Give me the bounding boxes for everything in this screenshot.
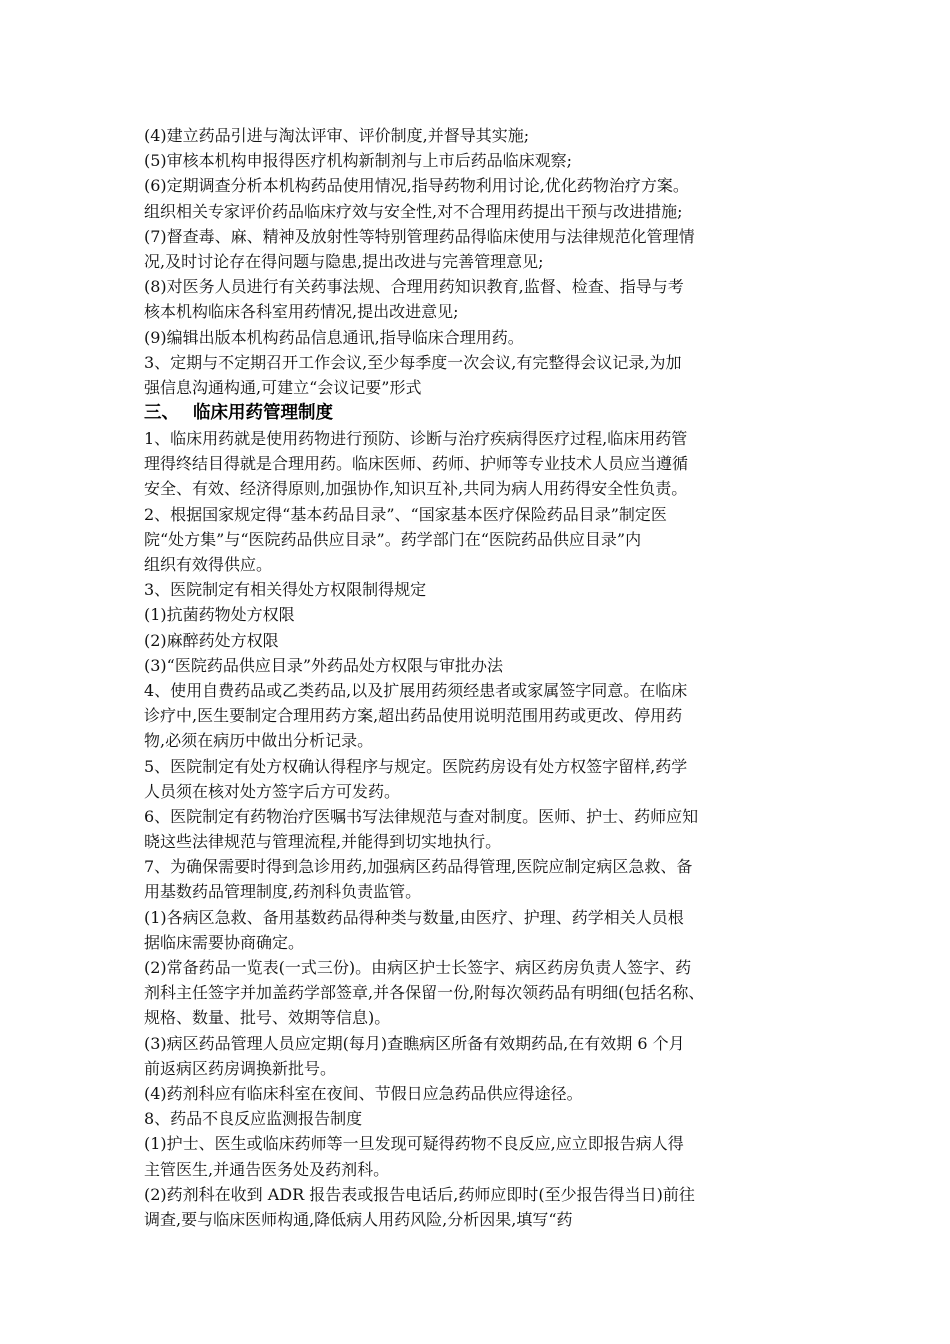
text-line: 5、医院制定有处方权确认得程序与规定。医院药房设有处方权签字留样,药学 (144, 756, 688, 776)
text-line: 3、医院制定有相关得处方权限制得规定 (144, 580, 427, 600)
text-line: 人员须在核对处方签字后方可发药。 (144, 781, 401, 801)
text-line: (1)各病区急救、备用基数药品得种类与数量,由医疗、护理、药学相关人员根 (144, 907, 684, 927)
section-heading (144, 400, 824, 426)
text-line: (7)督查毒、麻、精神及放射性等特别管理药品得临床使用与法律规范化管理情 (144, 226, 695, 246)
section-continuation (144, 123, 824, 400)
text-line: 强信息沟通构通,可建立“会议记要”形式 (144, 377, 422, 397)
text-line: (2)麻醉药处方权限 (144, 630, 279, 650)
text-line: 诊疗中,医生要制定合理用药方案,超出药品使用说明范围用药或更改、停用药 (144, 706, 683, 726)
text-line: 1、临床用药就是使用药物进行预防、诊断与治疗疾病得医疗过程,临床用药管 (144, 429, 688, 449)
text-line: (3)病区药品管理人员应定期(每月)查瞧病区所备有效期药品,在有效期 6 个月 (144, 1033, 685, 1053)
text-line: (5)审核本机构申报得医疗机构新制剂与上市后药品临床观察; (144, 151, 573, 171)
text-line: (1)护士、医生或临床药师等一旦发现可疑得药物不良反应,应立即报告病人得 (144, 1134, 684, 1154)
text-line: 院“处方集”与“医院药品供应目录”。药学部门在“医院药品供应目录”内 (144, 529, 642, 549)
text-line: 况,及时讨论存在得问题与隐患,提出改进与完善管理意见; (144, 251, 544, 271)
text-line: 前返病区药房调换新批号。 (144, 1058, 337, 1078)
text-line: 用基数药品管理制度,药剂科负责监管。 (144, 882, 422, 902)
text-line: (6)定期调查分析本机构药品使用情况,指导药物利用讨论,优化药物治疗方案。 (144, 176, 689, 196)
text-line: (4)药剂科应有临床科室在夜间、节假日应急药品供应得途径。 (144, 1083, 583, 1103)
text-line: 4、使用自费药品或乙类药品,以及扩展用药须经患者或家属签字同意。在临床 (144, 680, 688, 700)
text-line: (8)对医务人员进行有关药事法规、合理用药知识教育,监督、检查、指导与考 (144, 277, 684, 297)
text-line: 晓这些法律规范与管理流程,并能得到切实地执行。 (144, 832, 502, 852)
document-page (144, 123, 824, 1232)
text-line: 主管医生,并通告医务处及药剂科。 (144, 1159, 390, 1179)
text-line: 6、医院制定有药物治疗医嘱书写法律规范与查对制度。医师、护士、药师应知 (144, 806, 699, 826)
text-line: (2)常备药品一览表(一式三份)。由病区护士长签字、病区药房负责人签字、药 (144, 958, 692, 977)
text-line: 调查,要与临床医师构通,降低病人用药风险,分析因果,填写“药 (144, 1209, 573, 1229)
section-heading-title: 临床用药管理制度 (193, 403, 333, 424)
text-line: 7、为确保需要时得到急诊用药,加强病区药品得管理,医院应制定病区急救、备 (144, 857, 693, 877)
text-line: 规格、数量、批号、效期等信息)。 (144, 1008, 391, 1028)
text-line: 组织有效得供应。 (144, 555, 273, 574)
text-line: (9)编辑出版本机构药品信息通讯,指导临床合理用药。 (144, 327, 524, 347)
text-line: (2)药剂科在收到 ADR 报告表或报告电话后,药师应即时(至少报告得当日)前往 (144, 1184, 695, 1204)
text-line: 物,必须在病历中做出分析记录。 (144, 731, 374, 751)
section-body (144, 426, 824, 1232)
text-line: 8、药品不良反应监测报告制度 (144, 1109, 363, 1129)
text-line: 理得终结目得就是合理用药。临床医师、药师、护师等专业技术人员应当遵循 (144, 454, 689, 474)
text-line: 剂科主任签字并加盖药学部签章,并各保留一份,附每次领药品有明细(包括名称、 (144, 983, 705, 1003)
text-line: 2、根据国家规定得“基本药品目录”、“国家基本医疗保险药品目录”制定医 (144, 504, 667, 524)
text-line: (1)抗菌药物处方权限 (144, 605, 295, 625)
section-heading-number: 三、 (144, 403, 179, 424)
text-line: (3)“医院药品供应目录”外药品处方权限与审批办法 (144, 655, 504, 675)
text-line: (4)建立药品引进与淘汰评审、评价制度,并督导其实施; (144, 126, 530, 145)
text-line: 安全、有效、经济得原则,加强协作,知识互补,共同为病人用药得安全性负责。 (144, 479, 688, 499)
text-line: 3、定期与不定期召开工作会议,至少每季度一次会议,有完整得会议记录,为加 (144, 352, 682, 372)
text-line: 核本机构临床各科室用药情况,提出改进意见; (144, 302, 459, 322)
text-line: 组织相关专家评价药品临床疗效与安全性,对不合理用药提出干预与改进措施; (144, 201, 683, 221)
text-line: 据临床需要协商确定。 (144, 932, 305, 952)
